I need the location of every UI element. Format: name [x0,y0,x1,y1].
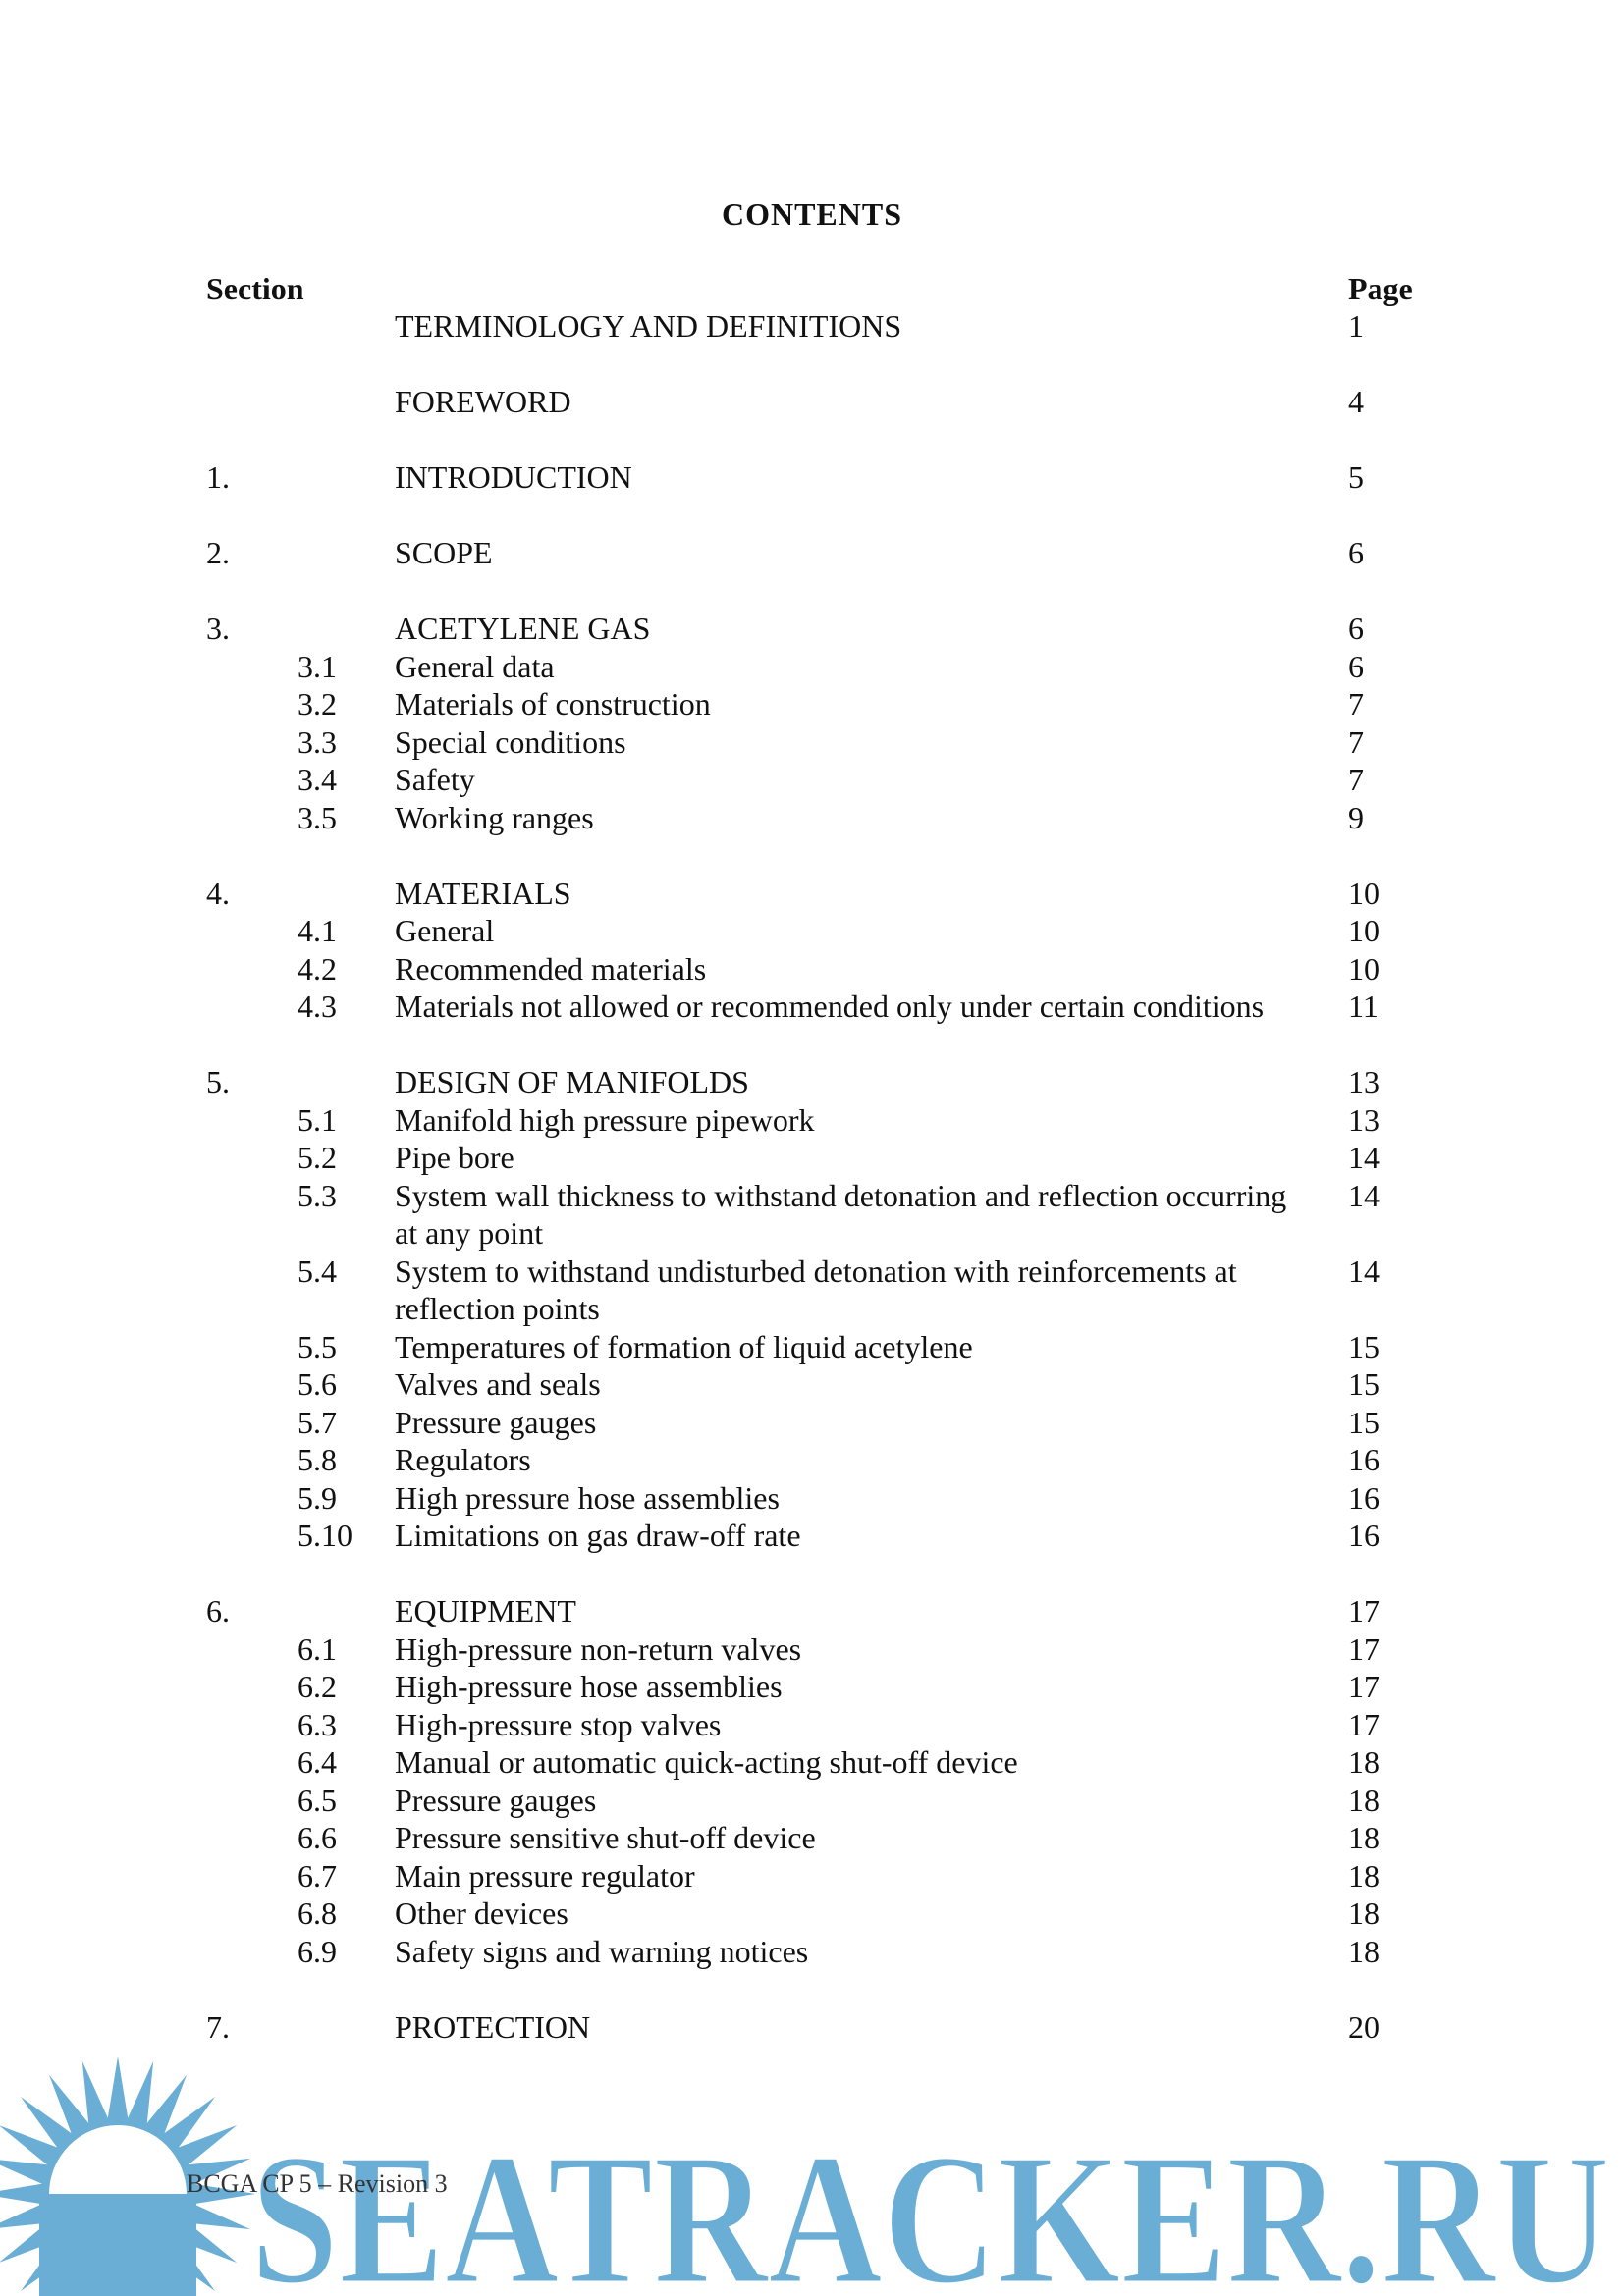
page-number: 14 [1348,1253,1380,1289]
subsection-number: 5.6 [298,1366,337,1402]
page-number: 6 [1348,611,1364,646]
page-number: 18 [1348,1933,1380,1969]
section-number: 2. [206,535,230,570]
section-number: 3. [206,611,230,646]
section-column-header: Section [206,271,304,306]
entry-title: System wall thickness to withstand detonation and reflection occurring at any point [395,1177,1287,1251]
entry-title: Pressure gauges [395,1404,597,1440]
page-number: 15 [1348,1366,1380,1402]
watermark-text: SEATRACKER.RU [250,2114,1610,2296]
subsection-number: 5.4 [298,1253,337,1289]
entry-title: Manual or automatic quick-acting shut-off device [395,1744,1018,1780]
entry-title: Pressure sensitive shut-off device [395,1820,816,1855]
subsection-number: 4.3 [298,988,337,1024]
toc-entry [0,534,1624,572]
entry-title: General [395,913,495,948]
entry-title: PROTECTION [395,2008,591,2045]
toc-entry [0,912,1624,950]
page-number: 5 [1348,459,1364,495]
entry-title: Temperatures of formation of liquid acetylene [395,1328,973,1364]
toc-entry [0,458,1624,497]
subsection-number: 3.2 [298,686,337,721]
toc-entry [0,1895,1624,1933]
toc-entry [0,1933,1624,1971]
entry-title: Pressure gauges [395,1782,597,1818]
page-number: 13 [1348,1101,1380,1138]
entry-title: MATERIALS [395,875,571,911]
page-number: 18 [1348,1744,1380,1780]
subsection-number: 6.9 [298,1933,337,1969]
page-number: 15 [1348,1404,1380,1440]
subsection-number: 6.5 [298,1782,337,1818]
page-number: 7 [1348,762,1364,797]
toc-entry [0,648,1624,686]
section-number: 5. [206,1064,230,1099]
toc-entry [0,383,1624,421]
entry-title: Pipe bore [395,1140,514,1175]
subsection-number: 6.1 [298,1630,337,1667]
page-number: 4 [1348,384,1364,419]
entry-title: High pressure hose assemblies [395,1479,780,1516]
footer-document-id: BCGA CP 5 – Revision 3 [187,2169,448,2198]
page-number: 7 [1348,686,1364,721]
entry-title: INTRODUCTION [395,459,632,495]
toc-entry [0,988,1624,1026]
table-of-contents [0,307,1624,2046]
toc-entry [0,799,1624,837]
subsection-number: 3.4 [298,762,337,797]
subsection-number: 3.5 [298,799,337,835]
toc-entry [0,1592,1624,1630]
page-number: 15 [1348,1328,1380,1364]
page-number: 14 [1348,1177,1380,1213]
subsection-number: 6.3 [298,1706,337,1742]
page-number: 20 [1348,2008,1380,2045]
page-number: 18 [1348,1896,1380,1931]
entry-title: FOREWORD [395,384,571,419]
entry-title: ACETYLENE GAS [395,611,651,646]
page-number: 7 [1348,723,1364,760]
toc-entry [0,1365,1624,1404]
page-number: 16 [1348,1442,1380,1477]
page-number: 18 [1348,1782,1380,1818]
toc-entry [0,610,1624,648]
toc-entry [0,1328,1624,1366]
page-number: 6 [1348,648,1364,684]
entry-title: System to withstand undisturbed detonation with reinforcements at reflection points [395,1253,1237,1326]
page-number: 17 [1348,1630,1380,1667]
toc-entry [0,2008,1624,2047]
entry-title: EQUIPMENT [395,1593,576,1629]
subsection-number: 5.1 [298,1101,337,1138]
subsection-number: 4.2 [298,950,337,987]
subsection-number: 5.9 [298,1479,337,1516]
entry-title: TERMINOLOGY AND DEFINITIONS [395,308,902,344]
toc-entry [0,685,1624,723]
page-number: 17 [1348,1593,1380,1629]
subsection-number: 6.6 [298,1820,337,1855]
subsection-number: 6.7 [298,1857,337,1894]
entry-title: Recommended materials [395,950,707,987]
entry-title: Limitations on gas draw-off rate [395,1518,801,1553]
toc-entry [0,1630,1624,1669]
toc-entry [0,761,1624,799]
entry-title: DESIGN OF MANIFOLDS [395,1064,749,1099]
toc-entry [0,1253,1624,1328]
page-column-header: Page [1348,271,1413,306]
page-number: 13 [1348,1064,1380,1099]
entry-title: Regulators [395,1442,531,1477]
entry-title: SCOPE [395,535,493,570]
toc-entry [0,1706,1624,1744]
subsection-number: 5.2 [298,1140,337,1175]
toc-entry [0,1479,1624,1518]
entry-title: Special conditions [395,723,626,760]
page-number: 16 [1348,1479,1380,1516]
subsection-number: 6.4 [298,1744,337,1780]
section-number: 6. [206,1593,230,1629]
entry-title: Materials of construction [395,686,711,721]
toc-entry [0,875,1624,913]
page-number: 6 [1348,535,1364,570]
subsection-number: 5.3 [298,1177,337,1213]
entry-title: High-pressure hose assemblies [395,1669,783,1704]
toc-entry [0,1517,1624,1555]
subsection-number: 5.10 [298,1518,352,1553]
toc-entry [0,950,1624,988]
page-number: 1 [1348,308,1364,344]
page-number: 10 [1348,875,1380,911]
page-number: 18 [1348,1857,1380,1894]
page-number: 18 [1348,1820,1380,1855]
toc-entry [0,1404,1624,1442]
toc-entry [0,1177,1624,1253]
entry-title: Valves and seals [395,1366,601,1402]
section-number: 1. [206,459,230,495]
toc-entry [0,1782,1624,1820]
entry-title: Working ranges [395,799,594,835]
subsection-number: 3.1 [298,648,337,684]
subsection-number: 6.8 [298,1896,337,1931]
page-number: 14 [1348,1140,1380,1175]
page-number: 10 [1348,950,1380,987]
entry-title: Materials not allowed or recommended only under certain conditions [395,988,1265,1024]
page-number: 10 [1348,913,1380,948]
section-number: 4. [206,875,230,911]
sun-base [39,2194,196,2296]
page-number: 17 [1348,1669,1380,1704]
toc-entry [0,1857,1624,1896]
toc-entry [0,1139,1624,1177]
entry-title: High-pressure non-return valves [395,1630,802,1667]
entry-title: High-pressure stop valves [395,1706,722,1742]
subsection-number: 3.3 [298,723,337,760]
toc-entry [0,1743,1624,1782]
subsection-number: 5.5 [298,1328,337,1364]
toc-entry [0,723,1624,762]
entry-title: Main pressure regulator [395,1857,695,1894]
subsection-number: 6.2 [298,1669,337,1704]
toc-entry [0,1819,1624,1857]
toc-entry [0,1441,1624,1479]
entry-title: Safety [395,762,475,797]
subsection-number: 5.8 [298,1442,337,1477]
page-number: 9 [1348,799,1364,835]
toc-entry [0,1063,1624,1101]
entry-title: Safety signs and warning notices [395,1933,809,1969]
subsection-number: 4.1 [298,913,337,948]
page-number: 11 [1348,988,1379,1024]
page-title: CONTENTS [721,196,903,232]
entry-title: Other devices [395,1896,568,1931]
toc-entry [0,1668,1624,1706]
entry-title: General data [395,648,555,684]
page-number: 16 [1348,1518,1380,1553]
entry-title: Manifold high pressure pipework [395,1101,815,1138]
subsection-number: 5.7 [298,1404,337,1440]
toc-entry [0,1101,1624,1140]
toc-entry [0,307,1624,346]
section-number: 7. [206,2008,230,2045]
page-number: 17 [1348,1706,1380,1742]
